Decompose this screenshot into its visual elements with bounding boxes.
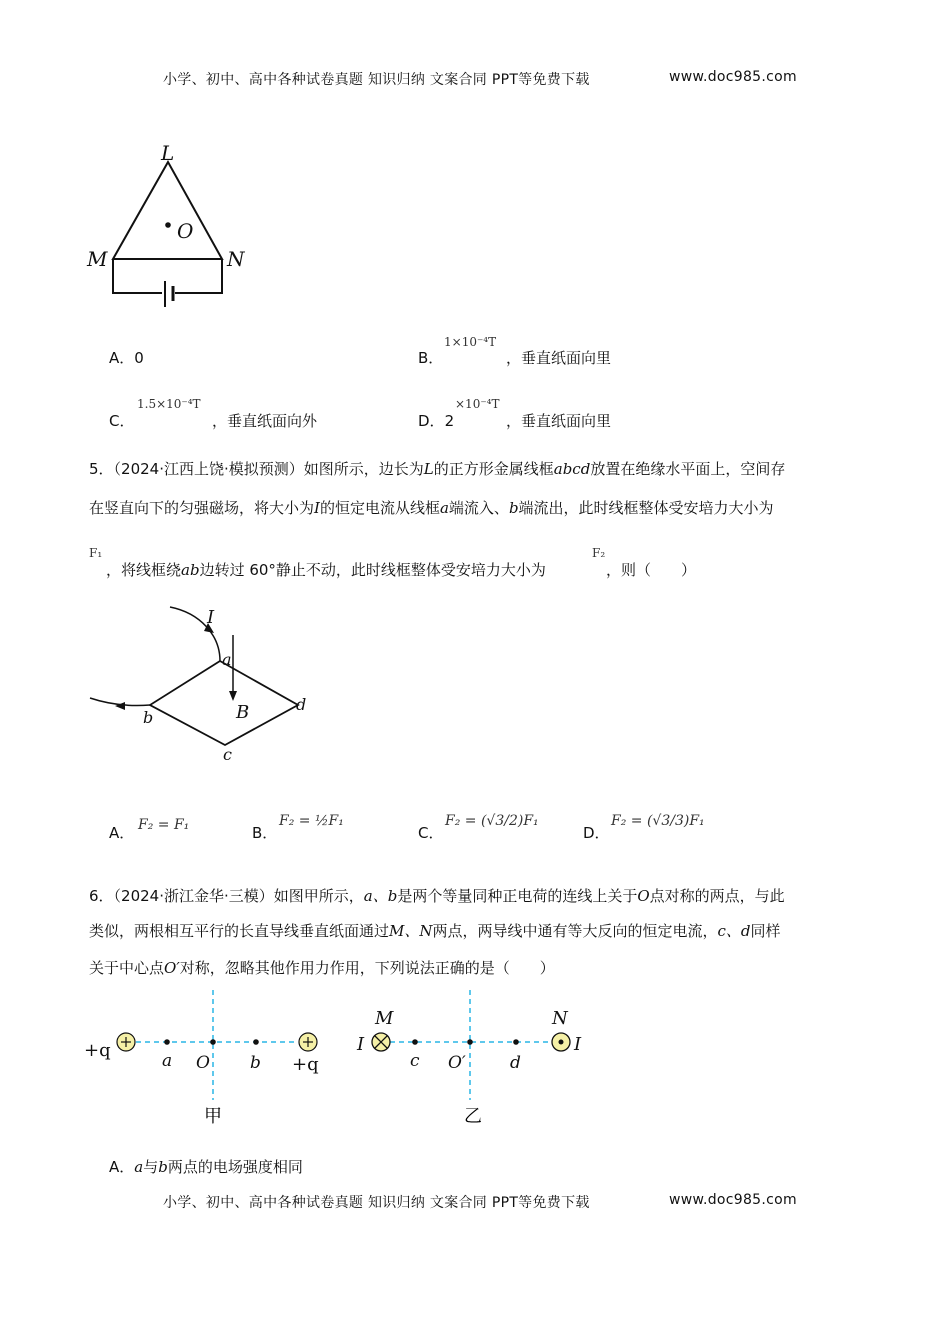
fig-label-B: B <box>236 702 250 723</box>
q5-F2: F₂ <box>592 546 606 560</box>
q4-option-d-tail: ，垂直纸面向里 <box>506 412 612 430</box>
option-label: D． <box>583 824 610 842</box>
option-label: A． <box>109 824 135 842</box>
header-text: 小学、初中、高中各种试卷真题 知识归纳 文案合同 PPT等免费下载 <box>163 72 590 88</box>
figure-jia <box>80 988 340 1128</box>
q5-line-3: ，将线框绕ab边转过 60°静止不动，此时线框整体受安培力大小为 <box>106 561 546 579</box>
q4-option-a[interactable] <box>109 347 144 368</box>
q5-option-d-math: F₂ = (√3/3)F₁ <box>611 813 705 829</box>
q5-option-c-math: F₂ = (√3/2)F₁ <box>445 813 539 829</box>
q6-option-a[interactable]: A．a与b两点的电场强度相同 <box>109 1158 303 1176</box>
option-value: 0 <box>134 349 144 367</box>
q4-option-b-tail: ，垂直纸面向里 <box>506 349 612 367</box>
field-arrow <box>229 691 237 701</box>
label-M: M <box>87 247 108 271</box>
q4-option-d[interactable] <box>418 410 454 431</box>
fig-label-b: b <box>143 708 154 727</box>
center-dot <box>165 222 171 228</box>
q5-option-d[interactable] <box>583 822 610 843</box>
q5-line-1: 5．（2024·江西上饶·模拟预测）如图所示，边长为L的正方形金属线框abcd放置在绝缘水平面上，空间存 <box>89 460 786 478</box>
fig-label-d: d <box>296 695 307 714</box>
q4-option-b[interactable] <box>418 347 443 368</box>
triangle-circuit-figure <box>80 135 280 310</box>
header-site[interactable]: www.doc985.com <box>669 69 797 85</box>
circuit-wire-left <box>113 259 162 293</box>
label-a: a <box>162 1051 173 1071</box>
point-Oprime <box>467 1039 473 1045</box>
caption-yi: 乙 <box>464 1106 482 1127</box>
point-O <box>210 1039 216 1045</box>
q4-option-c[interactable] <box>109 410 134 431</box>
fig-label-I: I <box>207 607 215 628</box>
option-label: D． <box>418 412 445 430</box>
label-b: b <box>250 1053 261 1073</box>
q6-line-2: 类似，两根相互平行的长直导线垂直纸面通过M、N两点，两导线中通有等大反向的恒定电流，c、d同样 <box>89 922 781 940</box>
q5-F1: F₁ <box>89 546 103 560</box>
label-M: M <box>375 1008 394 1029</box>
label-O: O <box>177 219 194 243</box>
option-label: A． <box>109 1158 135 1176</box>
q5-option-c[interactable] <box>418 822 443 843</box>
label-Oprime: O′ <box>448 1053 466 1073</box>
label-L: L <box>161 141 175 165</box>
q5-option-a-math: F₂ = F₁ <box>138 817 190 833</box>
footer-text: 小学、初中、高中各种试卷真题 知识归纳 文案合同 PPT等免费下载 <box>163 1195 590 1211</box>
q4-option-c-tail: ，垂直纸面向外 <box>212 412 318 430</box>
label-N: N <box>552 1008 568 1029</box>
label-O: O <box>196 1053 210 1073</box>
q5-option-b-math: F₂ = ½F₁ <box>279 813 344 829</box>
label-c: c <box>410 1051 420 1071</box>
q5-line-3-tail: ，则（ ） <box>606 561 697 579</box>
triangle-frame <box>113 162 222 259</box>
outgoing-arrow <box>115 702 125 710</box>
figure-yi <box>350 988 600 1128</box>
square-frame <box>150 661 298 745</box>
q4-option-c-value: 1.5×10⁻⁴T <box>137 397 201 411</box>
label-N: N <box>227 247 245 271</box>
label-left-q: +q <box>84 1040 111 1061</box>
point-a <box>164 1039 170 1045</box>
point-c <box>412 1039 418 1045</box>
option-label: B． <box>418 349 444 367</box>
option-label: A． <box>109 349 135 367</box>
label-d: d <box>510 1053 521 1073</box>
label-right-q: +q <box>292 1054 319 1075</box>
q5-line-2: 在竖直向下的匀强磁场，将大小为I的恒定电流从线框a端流入、b端流出，此时线框整体受安培力大小为 <box>89 499 774 517</box>
label-I-right: I <box>574 1034 582 1055</box>
label-I-left: I <box>357 1034 365 1055</box>
option-label: C． <box>109 412 135 430</box>
fig-label-a: a <box>222 650 232 669</box>
option-label: C． <box>418 824 444 842</box>
q5-option-a[interactable] <box>109 822 134 843</box>
caption-jia: 甲 <box>204 1106 222 1127</box>
square-frame-figure <box>80 595 340 775</box>
footer-site[interactable]: www.doc985.com <box>669 1192 797 1208</box>
option-label: B． <box>252 824 278 842</box>
fig-label-c: c <box>223 745 232 764</box>
q4-option-d-value: ×10⁻⁴T <box>455 397 500 411</box>
circuit-wire-right <box>175 259 222 293</box>
point-d <box>513 1039 519 1045</box>
option-value: 2 <box>444 412 455 430</box>
q4-option-b-value: 1×10⁻⁴T <box>444 335 497 349</box>
q6-line-1: 6．（2024·浙江金华·三模）如图甲所示，a、b是两个等量同种正电荷的连线上关于O点对称的两点，与此 <box>89 887 785 905</box>
q6-line-3: 关于中心点O′对称，忽略其他作用力作用，下列说法正确的是（ ） <box>89 959 555 977</box>
q5-option-b[interactable] <box>252 822 277 843</box>
point-b <box>253 1039 259 1045</box>
